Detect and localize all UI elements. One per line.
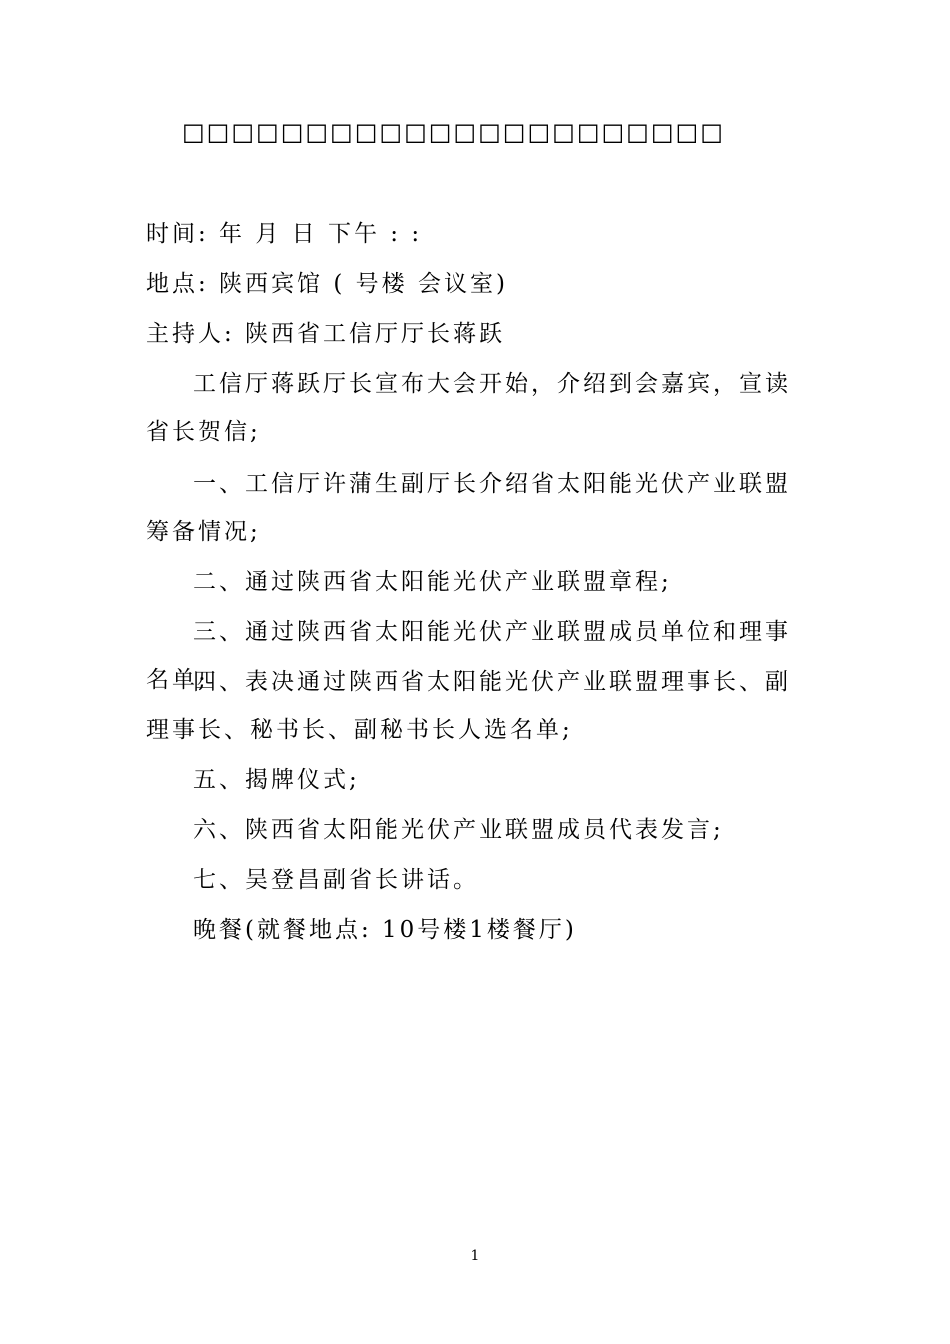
agenda-item-1: 一、工信厅许蒲生副厅长介绍省太阳能光伏产业联盟筹备情况; bbox=[146, 471, 791, 545]
document-title: □□□□□□□□□□□□□□□□□□□□□□ bbox=[182, 118, 725, 146]
agenda-item-5: 五、揭牌仪式; bbox=[193, 767, 360, 793]
agenda-item-7: 七、吴登昌副省长讲话。 bbox=[193, 867, 479, 893]
place-line: 地点: 陕西宾馆 ( 号楼 会议室) bbox=[146, 271, 508, 297]
agenda-item-3: 三、通过陕西省太阳能光伏产业联盟成员单位和理事名单; bbox=[146, 619, 791, 693]
time-line: 时间: 年 月 日 下午 : : bbox=[146, 221, 423, 247]
agenda-item-4: 四、表决通过陕西省太阳能光伏产业联盟理事长、副理事长、秘书长、副秘书长人选名单; bbox=[146, 669, 791, 743]
agenda-intro: 工信厅蒋跃厅长宣布大会开始，介绍到会嘉宾，宣读省长贺信; bbox=[146, 371, 791, 445]
agenda-item-6: 六、陕西省太阳能光伏产业联盟成员代表发言; bbox=[193, 817, 724, 843]
host-line: 主持人: 陕西省工信厅厅长蒋跃 bbox=[146, 321, 506, 347]
dinner-line: 晚餐(就餐地点: 10号楼1楼餐厅) bbox=[193, 917, 577, 943]
page-number: 1 bbox=[470, 1248, 480, 1264]
agenda-item-2: 二、通过陕西省太阳能光伏产业联盟章程; bbox=[193, 569, 672, 595]
